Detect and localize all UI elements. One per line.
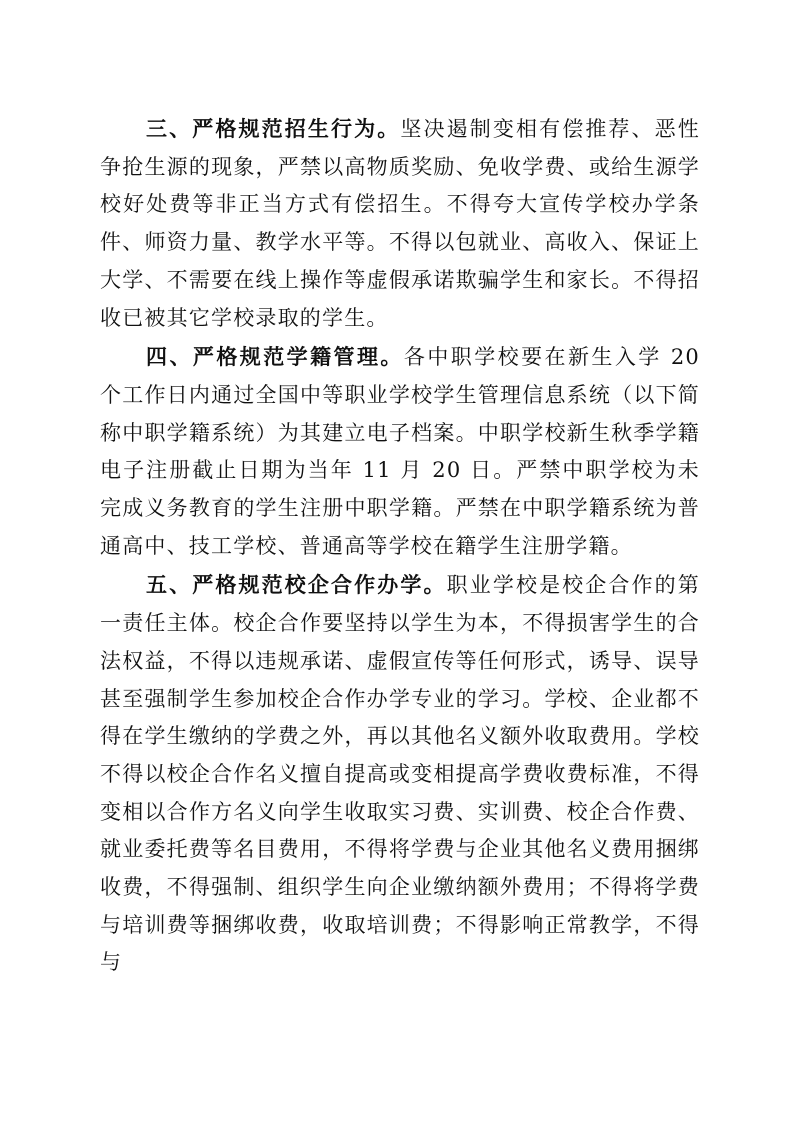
document-page [100, 111, 700, 982]
section-5-heading: 五、严格规范校企合作办学。 [146, 573, 447, 598]
section-5 [100, 567, 700, 982]
section-4-body: 各中职学校要在新生入学 20 个工作日内通过全国中等职业学校学生管理信息系统（以下简称中职学籍系统）为其建立电子档案。中职学校新生秋季学籍电子注册截止日期为当年 11 月 20 日。严禁中职学校为未完成义务教育的学生注册中职学籍。严禁在中职学籍系统为普通高中、技工学校、普通高等学校在籍学生注册学籍。 [100, 345, 700, 558]
section-5-body: 职业学校是校企合作的第一责任主体。校企合作要坚持以学生为本，不得损害学生的合法权益，不得以违规承诺、虚假宣传等任何形式，诱导、误导甚至强制学生参加校企合作办学专业的学习。学校、企业都不得在学生缴纳的学费之外，再以其他名义额外收取费用。学校不得以校企合作名义擅自提高或变相提高学费收费标准，不得变相以合作方名义向学生收取实习费、实训费、校企合作费、就业委托费等名目费用，不得将学费与企业其他名义费用捆绑收费，不得强制、组织学生向企业缴纳额外费用；不得将学费与培训费等捆绑收费，收取培训费；不得影响正常教学，不得与 [100, 573, 700, 975]
section-3-heading: 三、严格规范招生行为。 [146, 117, 401, 141]
section-3-body: 坚决遏制变相有偿推荐、恶性争抢生源的现象，严禁以高物质奖励、免收学费、或给生源学校好处费等非正当方式有偿招生。不得夸大宣传学校办学条件、师资力量、教学水平等。不得以包就业、高收入、保证上大学、不需要在线上操作等虚假承诺欺骗学生和家长。不得招收已被其它学校录取的学生。 [100, 117, 700, 330]
section-3 [100, 111, 700, 337]
section-4-heading: 四、严格规范学籍管理。 [146, 345, 404, 370]
section-4 [100, 339, 700, 565]
